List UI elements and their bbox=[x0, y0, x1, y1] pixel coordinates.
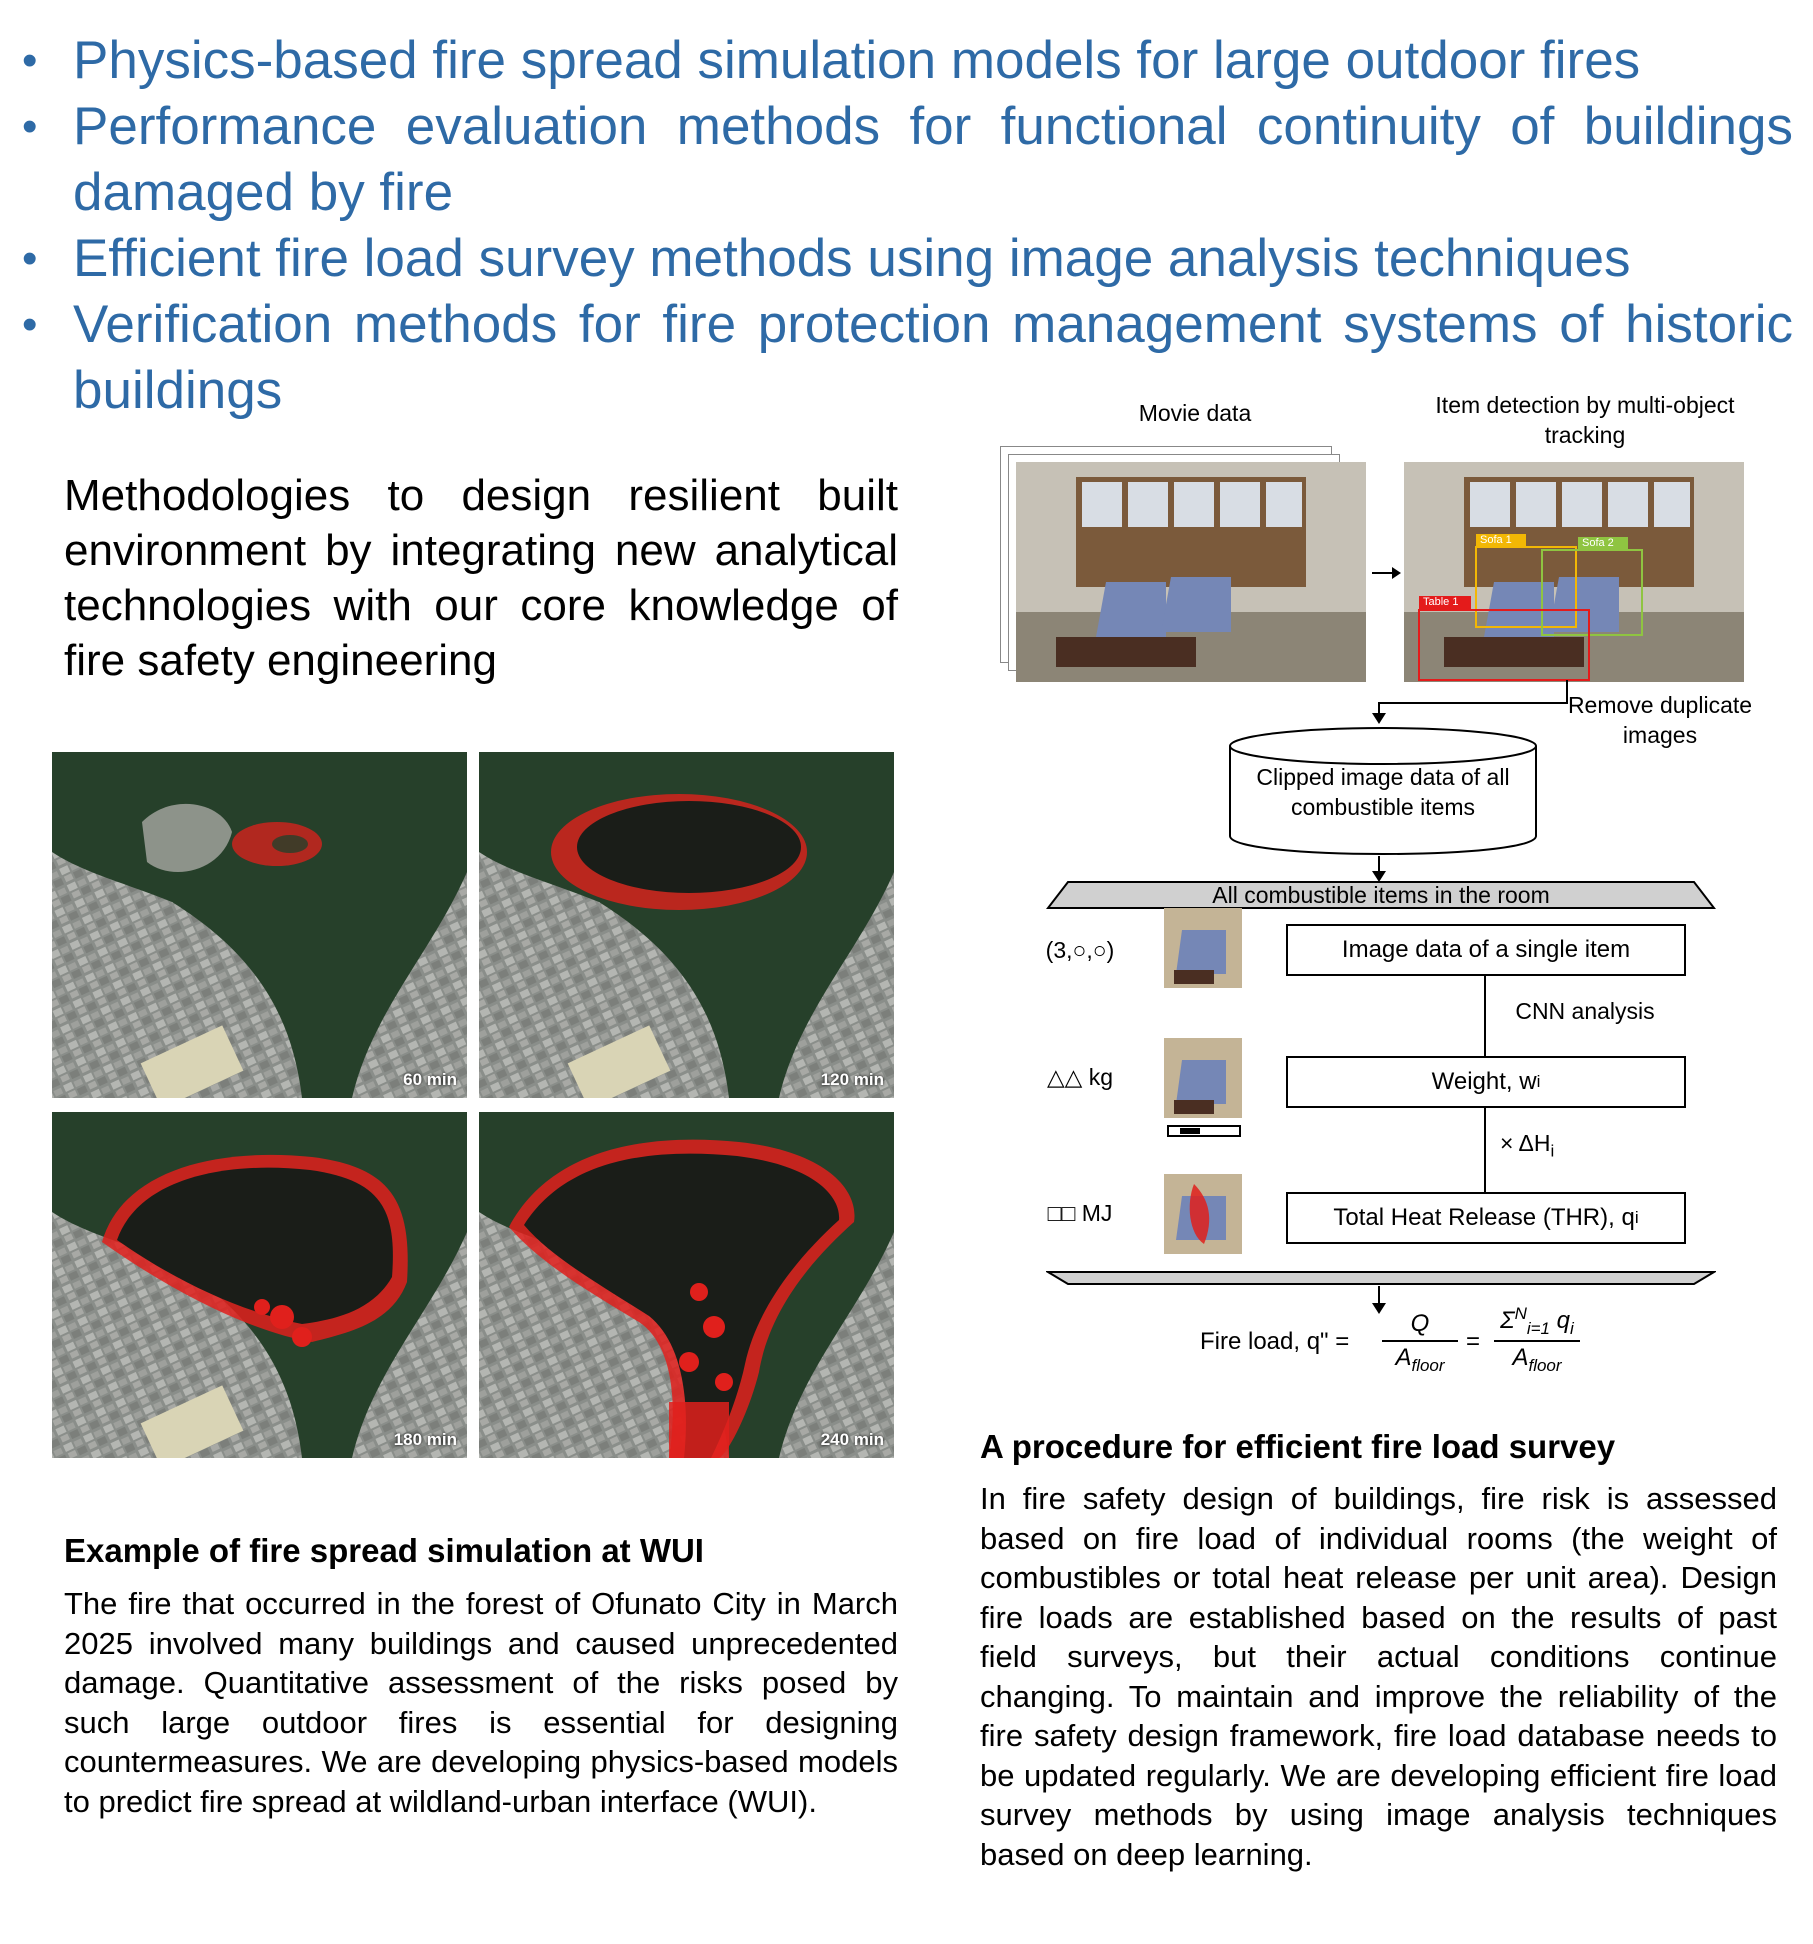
arrow-down-icon bbox=[1378, 1286, 1380, 1304]
bullet-icon: • bbox=[22, 234, 38, 283]
sofa-1-tag: Sofa 1 bbox=[1480, 534, 1512, 546]
weight-text: Weight, w bbox=[1431, 1068, 1537, 1095]
topic-text: Efficient fire load survey methods using image analysis techniques bbox=[73, 229, 1631, 288]
item-thumbnail bbox=[1164, 1174, 1242, 1254]
arrow-down-icon bbox=[1378, 702, 1380, 714]
topic-text: Performance evaluation methods for functional continuity of buildings damaged by fire bbox=[73, 97, 1793, 222]
heat-value-label: □□ MJ bbox=[1047, 1200, 1113, 1226]
single-item-box: Image data of a single item bbox=[1286, 924, 1686, 976]
sofa-2-tag: Sofa 2 bbox=[1582, 537, 1614, 549]
heat-of-combustion-label: × $\Delta H_i$ bbox=[1500, 1130, 1555, 1161]
remove-duplicates-label: Remove duplicate images bbox=[1567, 692, 1753, 748]
movie-frame-image bbox=[1016, 462, 1366, 682]
formula-equals: = bbox=[1466, 1328, 1481, 1355]
item-detection-label: Item detection by multi-object tracking bbox=[1435, 392, 1735, 448]
aerial-map-image bbox=[479, 1112, 894, 1458]
arrow-down-icon bbox=[1378, 856, 1380, 872]
formula-numerator-q: Q bbox=[1410, 1310, 1430, 1337]
aerial-map-image bbox=[479, 752, 894, 1098]
table-1-tag: Table 1 bbox=[1423, 596, 1459, 608]
item-dimensions-label: (3,○,○) bbox=[1045, 937, 1115, 963]
fire-load-survey-flowchart bbox=[1000, 390, 1780, 1390]
detection-image bbox=[1404, 462, 1744, 682]
clipped-image-data-label: Clipped image data of all combustible items bbox=[1256, 764, 1510, 820]
fraction-bar bbox=[1382, 1340, 1458, 1342]
topic-text: Verification methods for fire protection management systems of historic buildings bbox=[73, 295, 1793, 420]
fraction-bar bbox=[1494, 1340, 1580, 1342]
item-thumbnail bbox=[1164, 908, 1242, 988]
connector-line bbox=[1378, 702, 1568, 704]
cnn-analysis-label: CNN analysis bbox=[1515, 998, 1655, 1024]
formula-sum-numerator: $\Sigma^N_{i=1}$ $q_i$ bbox=[1500, 1304, 1574, 1338]
aerial-map-image bbox=[52, 1112, 467, 1458]
movie-data-label: Movie data bbox=[1138, 400, 1252, 426]
scale-icon bbox=[1166, 1120, 1242, 1140]
arrow-down-icon bbox=[1484, 1106, 1486, 1206]
time-label: 180 min bbox=[393, 1430, 457, 1449]
simulation-panel-60 bbox=[52, 752, 467, 1098]
bullet-icon: • bbox=[22, 102, 38, 151]
sum-banner bbox=[1046, 1270, 1716, 1286]
topic-text: Physics-based fire spread simulation models for large outdoor fires bbox=[73, 31, 1641, 90]
thr-text: Total Heat Release (THR), q bbox=[1333, 1204, 1635, 1231]
all-items-label: All combustible items in the room bbox=[1212, 882, 1550, 908]
wui-example-body: The fire that occurred in the forest of Ofunato City in March 2025 involved many buildings and caused unprecedented damage. Quantitative assessment of the risks posed by such large outdoor fires is essential for designing countermeasures. We are developing physics-based models to predict fire spread at wildland-urban interface (WUI). bbox=[64, 1586, 898, 1819]
fire-load-survey-body: In fire safety design of buildings, fire risk is assessed based on fire load of individual rooms (the weight of combustibles or total heat release per unit area). Design fire loads are established based on the results of past field surveys, but their actual conditions continue changing. To maintain and improve the reliability of the fire safety design framework, fire load database needs to be updated regularly. We are developing efficient fire load survey methods by using image analysis techniques based on deep learning. bbox=[980, 1481, 1777, 1872]
bullet-icon: • bbox=[22, 300, 38, 349]
aerial-map-image bbox=[52, 752, 467, 1098]
simulation-panel-180 bbox=[52, 1112, 467, 1458]
topic-item bbox=[18, 28, 1793, 94]
fire-load-formula-prefix: Fire load, q" = bbox=[1200, 1328, 1350, 1355]
topic-item bbox=[18, 94, 1793, 226]
thr-subscript: i bbox=[1634, 1208, 1639, 1227]
weight-subscript: i bbox=[1536, 1072, 1541, 1091]
fire-load-survey-heading: A procedure for efficient fire load survey bbox=[980, 1428, 1616, 1465]
weight-value-label: △△ kg bbox=[1046, 1064, 1114, 1090]
topic-item bbox=[18, 226, 1793, 292]
time-label: 60 min bbox=[403, 1070, 457, 1089]
formula-denominator: $A_{floor}$ bbox=[1512, 1344, 1562, 1375]
item-thumbnail bbox=[1164, 1038, 1242, 1118]
time-label: 120 min bbox=[820, 1070, 884, 1089]
time-label: 240 min bbox=[820, 1430, 884, 1449]
wui-example-heading: Example of fire spread simulation at WUI bbox=[64, 1532, 704, 1569]
thr-box bbox=[1286, 1192, 1686, 1244]
arrow-head-icon bbox=[1392, 567, 1401, 579]
intro-statement: Methodologies to design resilient built environment by integrating new analytical technologies with our core knowledge of fire safety engineering bbox=[64, 471, 898, 685]
weight-box bbox=[1286, 1056, 1686, 1108]
simulation-panel-120 bbox=[479, 752, 894, 1098]
bullet-icon: • bbox=[22, 36, 38, 85]
fire-simulation-grid bbox=[52, 752, 894, 1458]
formula-denominator: $A_{floor}$ bbox=[1395, 1344, 1445, 1375]
research-topics-list bbox=[18, 28, 1793, 424]
simulation-panel-240 bbox=[479, 1112, 894, 1458]
